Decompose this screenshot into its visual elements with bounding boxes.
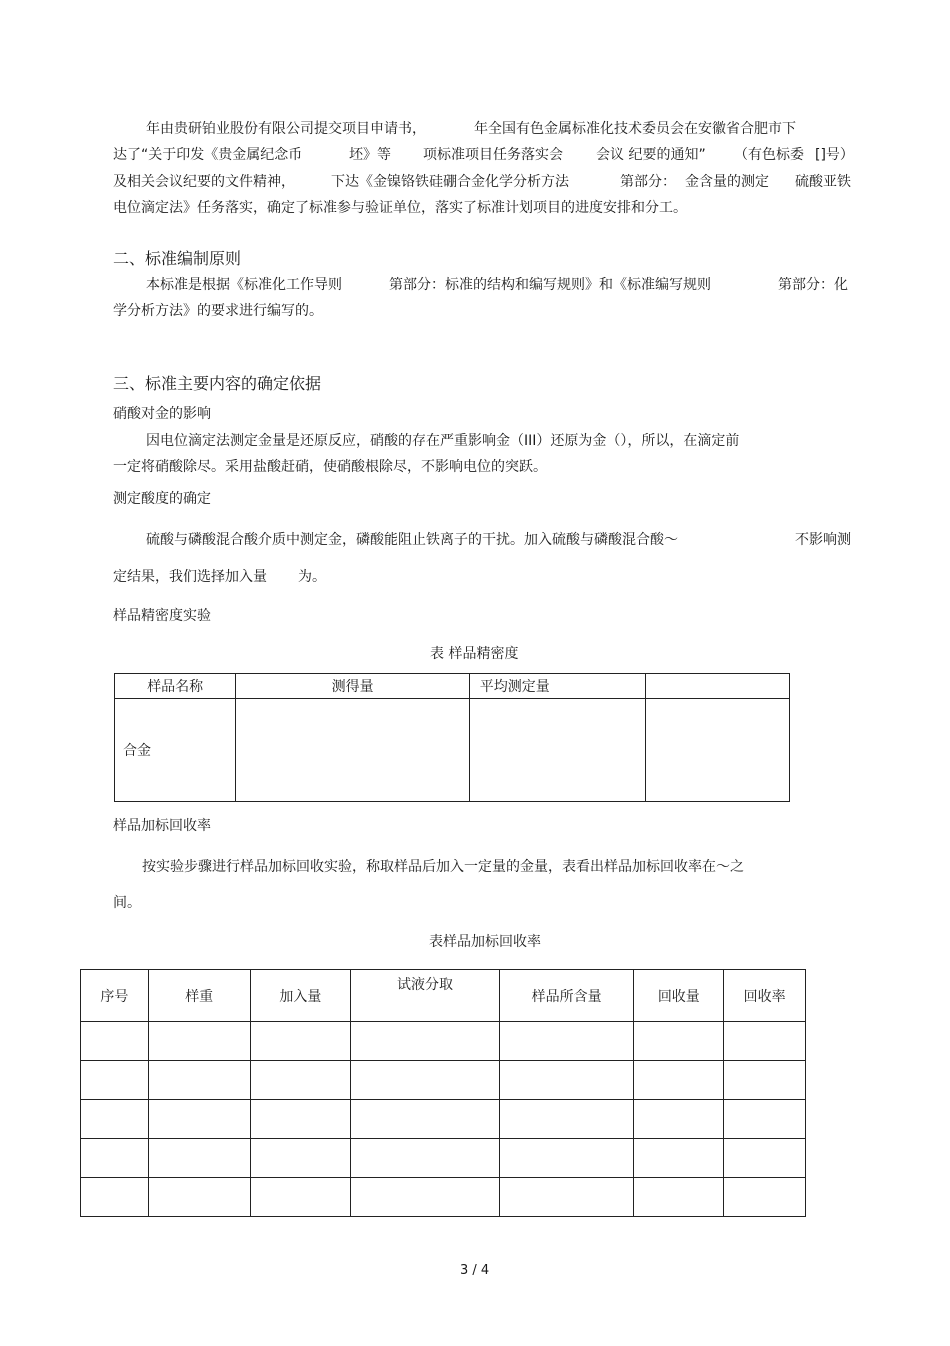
table1-header-average: 平均测定量 bbox=[469, 674, 646, 699]
intro-line2-b: 坯》等 bbox=[349, 147, 391, 163]
table2-cell bbox=[499, 1100, 634, 1139]
table2-cell bbox=[351, 1100, 500, 1139]
table2-cell bbox=[81, 1100, 149, 1139]
table2-cell bbox=[634, 1022, 724, 1061]
table2-cell bbox=[351, 1022, 500, 1061]
table1-caption: 表 样品精密度 bbox=[430, 646, 519, 662]
table1-cell-alloy: 合金 bbox=[115, 699, 236, 802]
table2-header-weight: 样重 bbox=[148, 970, 250, 1022]
sub2-line2-a: 定结果，我们选择加入量 bbox=[113, 569, 267, 585]
table2-cell bbox=[81, 1061, 149, 1100]
section2-line1-a: 本标准是根据《标准化工作导则 bbox=[146, 277, 342, 293]
table2-cell bbox=[250, 1022, 351, 1061]
intro-line2-d: 会议 纪要的通知” bbox=[596, 147, 706, 163]
intro-line4: 电位滴定法》任务落实，确定了标准参与验证单位，落实了标准计划项目的进度安排和分工。 bbox=[113, 200, 687, 216]
table2-cell bbox=[499, 1061, 634, 1100]
intro-line1-a: 年由贵研铂业股份有限公司提交项目申请书， bbox=[146, 121, 426, 137]
intro-line3-e: 硫酸亚铁 bbox=[795, 174, 851, 190]
table2-cell bbox=[724, 1100, 806, 1139]
table2-header-aliquot: 试液分取 bbox=[351, 970, 500, 1022]
sub2-title: 测定酸度的确定 bbox=[113, 491, 211, 507]
table2-cell bbox=[148, 1022, 250, 1061]
table2-cell bbox=[724, 1178, 806, 1217]
intro-line3-c: 第部分： bbox=[620, 174, 676, 190]
table2-cell bbox=[634, 1061, 724, 1100]
table2-cell bbox=[351, 1178, 500, 1217]
sub2-line1-b: 不影响测 bbox=[795, 532, 851, 548]
table2-cell bbox=[724, 1139, 806, 1178]
intro-line3-b: 下达《金镍铬铁硅硼合金化学分析方法 bbox=[331, 174, 569, 190]
sub4-line1: 按实验步骤进行样品加标回收实验，称取样品后加入一定量的金量，表看出样品加标回收率在～之 bbox=[142, 859, 744, 875]
sub1-title: 硝酸对金的影响 bbox=[113, 406, 211, 422]
table-row bbox=[81, 1139, 806, 1178]
table2-header-index: 序号 bbox=[81, 970, 149, 1022]
table2-header-added: 加入量 bbox=[250, 970, 351, 1022]
table2-cell bbox=[724, 1061, 806, 1100]
table1-header-measured: 测得量 bbox=[236, 674, 469, 699]
section3-heading: 三、标准主要内容的确定依据 bbox=[113, 374, 322, 393]
table-row bbox=[81, 1022, 806, 1061]
recovery-table bbox=[80, 969, 806, 1217]
sub1-line1: 因电位滴定法测定金量是还原反应，硝酸的存在严重影响金（III）还原为金（），所以，在滴定前 bbox=[146, 433, 740, 449]
table2-cell bbox=[250, 1178, 351, 1217]
sub2-line1-a: 硫酸与磷酸混合酸介质中测定金，磷酸能阻止铁离子的干扰。加入硫酸与磷酸混合酸～ bbox=[146, 532, 678, 548]
sub2-line2-b: 为。 bbox=[298, 569, 326, 585]
table-row bbox=[81, 1061, 806, 1100]
sub4-title: 样品加标回收率 bbox=[113, 818, 211, 834]
table2-cell bbox=[148, 1178, 250, 1217]
table2-cell bbox=[81, 1022, 149, 1061]
intro-line2-f: []号） bbox=[815, 147, 854, 163]
table2-cell bbox=[351, 1061, 500, 1100]
page-number: 3 / 4 bbox=[460, 1263, 490, 1278]
intro-line3-a: 及相关会议纪要的文件精神， bbox=[113, 174, 295, 190]
table2-cell bbox=[634, 1178, 724, 1217]
section2-line1-c: 第部分：化 bbox=[778, 277, 848, 293]
section2-line1-b: 第部分：标准的结构和编写规则》和《标准编写规则 bbox=[389, 277, 711, 293]
sub4-line2: 间。 bbox=[113, 895, 141, 911]
table-row bbox=[81, 1178, 806, 1217]
intro-line2-c: 项标准项目任务落实会 bbox=[423, 147, 563, 163]
sub1-line2: 一定将硝酸除尽。采用盐酸赶硝，使硝酸根除尽，不影响电位的突跃。 bbox=[113, 459, 547, 475]
table2-cell bbox=[499, 1178, 634, 1217]
precision-table bbox=[114, 673, 790, 802]
table2-cell bbox=[499, 1139, 634, 1178]
section2-line2: 学分析方法》的要求进行编写的。 bbox=[113, 303, 323, 319]
table2-cell bbox=[351, 1139, 500, 1178]
table2-cell bbox=[148, 1139, 250, 1178]
table2-cell bbox=[634, 1139, 724, 1178]
intro-line3-d: 金含量的测定 bbox=[685, 174, 769, 190]
intro-line1-b: 年全国有色金属标准化技术委员会在安徽省合肥市下 bbox=[474, 121, 796, 137]
table1-cell bbox=[646, 699, 790, 802]
table1-header-name: 样品名称 bbox=[115, 674, 236, 699]
table2-cell bbox=[81, 1178, 149, 1217]
table1-cell bbox=[236, 699, 469, 802]
table2-cell bbox=[634, 1100, 724, 1139]
table2-cell bbox=[148, 1061, 250, 1100]
table2-cell bbox=[250, 1139, 351, 1178]
table2-header-recovered: 回收量 bbox=[634, 970, 724, 1022]
table2-cell bbox=[250, 1100, 351, 1139]
table2-caption: 表样品加标回收率 bbox=[429, 934, 541, 950]
table2-cell bbox=[148, 1100, 250, 1139]
table2-cell bbox=[81, 1139, 149, 1178]
section2-heading: 二、标准编制原则 bbox=[113, 249, 242, 268]
table1-header-extra bbox=[646, 674, 790, 699]
table2-cell bbox=[724, 1022, 806, 1061]
table2-cell bbox=[499, 1022, 634, 1061]
table2-header-content: 样品所含量 bbox=[499, 970, 634, 1022]
table-row bbox=[81, 1100, 806, 1139]
table2-header-rate: 回收率 bbox=[724, 970, 806, 1022]
intro-line2-e: （有色标委 bbox=[734, 147, 804, 163]
intro-line2-a: 达了“关于印发《贵金属纪念币 bbox=[113, 147, 303, 163]
table1-cell bbox=[469, 699, 646, 802]
sub3-title: 样品精密度实验 bbox=[113, 608, 211, 624]
table2-cell bbox=[250, 1061, 351, 1100]
